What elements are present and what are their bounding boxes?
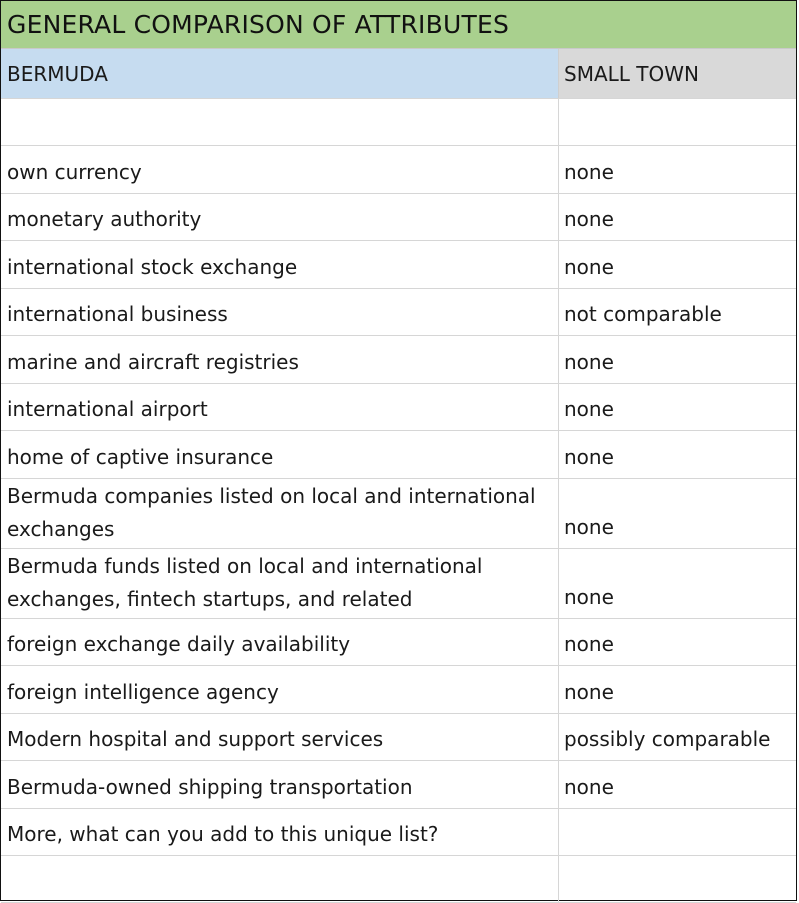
table-row — [1, 549, 796, 619]
cell-small-town[interactable]: none — [558, 194, 796, 241]
cell-bermuda[interactable]: foreign exchange daily availability — [7, 632, 351, 656]
table-row — [1, 194, 796, 242]
cell-small-town[interactable]: none — [558, 666, 796, 713]
cell-bermuda[interactable]: international business — [7, 302, 228, 326]
cell-bermuda[interactable]: Bermuda funds listed on local and international exchanges, fintech startups, and related — [7, 554, 483, 611]
table-row — [1, 146, 796, 194]
cell-bermuda[interactable]: marine and aircraft registries — [7, 349, 299, 374]
cell-bermuda[interactable]: international stock exchange — [7, 254, 298, 279]
table-row — [1, 431, 796, 479]
cell-small-town[interactable]: none — [558, 336, 796, 383]
table-row — [1, 479, 796, 549]
table-row — [1, 619, 796, 667]
cell-bermuda[interactable] — [1, 856, 558, 902]
table-row — [1, 761, 796, 809]
page-title: GENERAL COMPARISON OF ATTRIBUTES — [7, 10, 510, 39]
cell-small-town[interactable]: none — [558, 549, 796, 618]
cell-small-town[interactable] — [558, 99, 796, 145]
cell-bermuda[interactable]: foreign intelligence agency — [7, 679, 279, 704]
cell-bermuda[interactable]: More, what can you add to this unique list? — [7, 822, 439, 846]
table-row — [1, 856, 796, 903]
table-row — [1, 666, 796, 714]
cell-bermuda[interactable]: Bermuda-owned shipping transportation — [7, 774, 413, 799]
table-row — [1, 289, 796, 337]
table-row — [1, 336, 796, 384]
cell-small-town[interactable]: none — [558, 241, 796, 288]
cell-small-town[interactable]: none — [558, 146, 796, 193]
table-row — [1, 384, 796, 432]
table-row — [1, 809, 796, 857]
header-row — [1, 49, 796, 99]
cell-bermuda[interactable]: Bermuda companies listed on local and international exchanges — [7, 484, 536, 541]
table-row — [1, 99, 796, 146]
cell-small-town[interactable]: none — [558, 384, 796, 431]
column-header-small-town[interactable]: SMALL TOWN — [558, 49, 796, 98]
cell-small-town[interactable] — [558, 809, 796, 856]
cell-bermuda[interactable]: monetary authority — [7, 207, 202, 231]
cell-small-town[interactable]: none — [558, 761, 796, 808]
cell-small-town[interactable] — [558, 856, 796, 902]
column-header-bermuda[interactable]: BERMUDA — [1, 49, 558, 98]
title-cell[interactable] — [1, 1, 796, 49]
cell-bermuda[interactable]: international airport — [7, 397, 208, 421]
cell-small-town[interactable]: none — [558, 431, 796, 478]
table-row — [1, 241, 796, 289]
cell-small-town[interactable]: possibly comparable — [558, 714, 796, 761]
cell-small-town[interactable]: none — [558, 619, 796, 666]
cell-bermuda[interactable]: own currency — [7, 159, 142, 184]
table-row — [1, 714, 796, 762]
cell-bermuda[interactable] — [1, 99, 558, 145]
cell-small-town[interactable]: none — [558, 479, 796, 548]
cell-bermuda[interactable]: home of captive insurance — [7, 444, 274, 469]
cell-small-town[interactable]: not comparable — [558, 289, 796, 336]
cell-bermuda[interactable]: Modern hospital and support services — [7, 727, 384, 751]
